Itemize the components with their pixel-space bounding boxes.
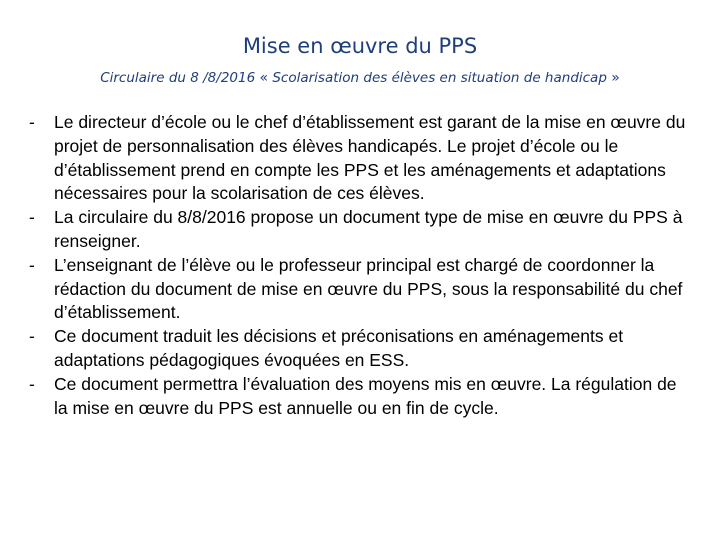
bullet-dash: - <box>29 373 35 394</box>
subtitle-circular-ref: Circulaire du 8 /8/2016 <box>100 70 256 86</box>
page-title: Mise en œuvre du PPS <box>242 34 478 58</box>
list-item <box>28 111 688 206</box>
page-subtitle <box>0 70 720 86</box>
bullet-dash: - <box>29 207 35 228</box>
bullet-list <box>28 111 688 420</box>
list-item <box>28 325 688 373</box>
list-item <box>28 206 688 254</box>
subtitle-quoted-title: Scolarisation des élèves en situation de handicap <box>272 70 607 86</box>
bullet-dash: - <box>29 254 35 275</box>
list-item-text: Ce document traduit les décisions et préconisations en aménagements et adaptations pédagogiques évoquées en ESS. <box>54 326 624 370</box>
list-item-text: Le directeur d’école ou le chef d’établissement est garant de la mise en œuvre du projet de personnalisation des élèves handicapés. Le projet d’école ou le d’établissement prend en compte les PPS et les aménagements et adaptations nécessaires pour la scolarisation de ces élèves. <box>54 112 686 204</box>
bullet-dash: - <box>29 326 35 347</box>
bullet-dash: - <box>29 112 35 132</box>
list-item-text: Ce document permettra l’évaluation des moyens mis en œuvre. La régulation de la mise en œuvre du PPS est annuelle ou en fin de cycle. <box>54 373 677 418</box>
subtitle-quote-open: « <box>259 70 269 86</box>
list-item <box>28 254 688 325</box>
subtitle-quote-close: » <box>611 70 620 86</box>
list-item-text: La circulaire du 8/8/2016 propose un document type de mise en œuvre du PPS à renseigner. <box>54 207 683 251</box>
list-item <box>28 373 688 421</box>
list-item-text: L’enseignant de l’élève ou le professeur principal est chargé de coordonner la rédaction du document de mise en œuvre du PPS, sous la responsabilité du chef d’établissement. <box>54 254 683 323</box>
